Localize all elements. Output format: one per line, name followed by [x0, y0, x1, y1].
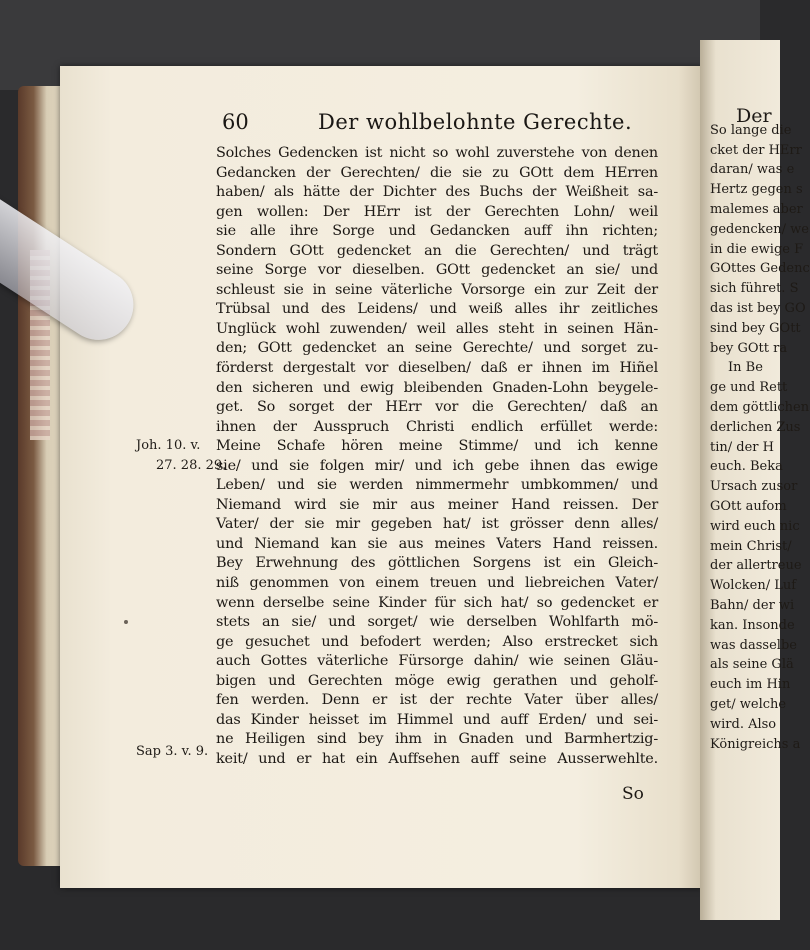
margin-note-sap: Sap 3. v. 9.	[136, 744, 209, 759]
body-line: wenn derselbe seine Kinder für sich hat/ so gedencket er	[216, 594, 658, 611]
body-line: Solches Gedencken ist nicht so wohl zuverstehe von denen	[216, 145, 658, 161]
facing-page-line: daran/ was e	[710, 162, 795, 178]
body-line: Sondern GOtt gedencket an die Gerechten/ und trägt	[216, 242, 658, 259]
facing-page-line: GOtt aufom	[710, 499, 787, 514]
body-line: seine Sorge vor dieselben. GOtt gedencket an sie/ und	[216, 262, 658, 279]
facing-page	[700, 40, 810, 920]
page-number: 60	[222, 110, 249, 134]
facing-page-line: Der	[736, 105, 772, 127]
facing-page-line: derlichen Zus	[710, 419, 801, 435]
catchword: So	[622, 784, 644, 804]
body-line: niß genommen von einem treuen und liebreichen Vater/	[216, 575, 658, 592]
running-title: Der wohlbelohnte Gerechte.	[318, 110, 633, 134]
body-line: gen wollen: Der HErr ist der Gerechten Lohn/ weil	[216, 203, 658, 220]
facing-page-line: Ursach zusor	[710, 479, 798, 495]
body-line: fen werden. Denn er ist der rechte Vater über alles/	[216, 692, 658, 709]
facing-page-line: cket der HErr	[710, 142, 802, 158]
facing-page-line: Bahn/ der wi	[710, 598, 795, 613]
facing-page-line: Wolcken/ Luf	[710, 578, 797, 594]
facing-page-line: euch. Beka	[710, 459, 783, 475]
body-line: keit/ und er hat ein Auffsehen auff seine Ausserwehlte.	[216, 750, 658, 767]
facing-page-line: get/ welche	[710, 697, 787, 712]
body-line: schleust sie in seine väterliche Vorsorge ein zur Zeit der	[216, 281, 658, 298]
facing-page-line: So lange die	[710, 122, 792, 138]
body-line: bigen und Gerechten möge ewig gerathen und geholf-	[216, 672, 658, 689]
body-line: den; GOtt gedencket an seine Gerechte/ und sorget zu-	[216, 340, 658, 357]
facing-page-line: gedencken/ we	[710, 221, 809, 237]
facing-page-line: der allertreue	[710, 558, 802, 574]
body-line: Niemand wird sie mir aus meiner Hand reissen. Der	[216, 496, 658, 513]
body-line: sie alle ihre Sorge und Gedancken auff ihn richten;	[216, 223, 658, 240]
facing-page-line: malemes aber	[710, 202, 803, 217]
body-line: das Kinder heisset im Himmel und auff Erden/ und sei-	[216, 711, 658, 728]
body-line: ge gesuchet und befodert werden; Also erstrecket sich	[216, 633, 658, 650]
facing-page-line: das ist bey GO	[710, 301, 806, 316]
body-line: Leben/ und sie werden nimmermehr umbkommen/ und	[216, 477, 658, 494]
body-line: und Niemand kan sie aus meines Vaters Hand reissen.	[216, 535, 658, 552]
margin-note-joh-1: Joh. 10. v.	[136, 438, 201, 453]
body-line: haben/ als hätte der Dichter des Buchs der Weißheit sa-	[216, 184, 658, 201]
facing-page-line: dem göttlichen	[710, 400, 810, 415]
body-text	[216, 144, 658, 770]
facing-page-line: Hertz gegen s	[710, 182, 803, 198]
body-line: stets an sie/ und sorget/ wie derselben Wohlfarth mö-	[216, 614, 658, 631]
body-line: Vater/ der sie mir gegeben hat/ ist grösser denn alles/	[216, 516, 658, 533]
body-line: auch Gottes väterliche Fürsorge dahin/ wie seinen Gläu-	[216, 653, 658, 670]
facing-page-line: sind bey GOtt	[710, 320, 801, 336]
body-line: Trübsal und des Leidens/ und weiß alles ihr zeitliches	[216, 301, 658, 318]
body-line: Unglück wohl zuwenden/ weil alles steht in seinen Hän-	[216, 320, 658, 337]
facing-page-line: in die ewige F	[710, 241, 804, 257]
body-line: get. So sorget der HErr vor die Gerechten/ daß an	[216, 399, 658, 416]
facing-page-line: In Be	[728, 360, 763, 376]
body-line: sie/ und sie folgen mir/ und ich gebe ihnen das ewige	[216, 457, 658, 474]
facing-page-line: tin/ der H	[710, 439, 774, 455]
facing-page-line: wird euch nic	[710, 518, 800, 534]
facing-page-line: was dasselbe	[710, 637, 797, 653]
margin-note-joh-2: 27. 28. 29.	[156, 458, 227, 473]
body-line: Gedancken der Gerechten/ die sie zu GOtt dem HErren	[216, 164, 658, 181]
body-line: den sicheren und ewig bleibenden Gnaden-Lohn beygele-	[216, 379, 658, 396]
facing-page-line: sich führet. S	[710, 281, 799, 297]
page-speck	[124, 620, 128, 624]
body-line: ihnen der Ausspruch Christi endlich erfüllet werde:	[216, 418, 658, 435]
facing-page-line: als seine Glä	[710, 657, 794, 673]
facing-page-line: wird. Also	[710, 716, 777, 732]
facing-page-line: mein Christ/	[710, 538, 792, 554]
body-line: Meine Schafe hören meine Stimme/ und ich kenne	[216, 438, 658, 455]
body-line: förderst dergestalt vor dieselben/ daß er ihnen im Hiñel	[216, 360, 658, 377]
facing-page-line: bey GOtt ra	[710, 340, 788, 356]
body-line: ne Heiligen sind bey ihm in Gnaden und Barmhertzig-	[216, 731, 658, 748]
facing-page-line: kan. Insonde	[710, 617, 795, 633]
facing-page-line: Königreichs a	[710, 736, 801, 752]
facing-page-line: GOttes Gedenc	[710, 261, 810, 277]
facing-page-line: euch im Hin	[710, 677, 791, 693]
body-line: Bey Erwehnung des göttlichen Sorgens ist ein Gleich-	[216, 555, 658, 572]
facing-page-line: ge und Rett	[710, 380, 788, 396]
